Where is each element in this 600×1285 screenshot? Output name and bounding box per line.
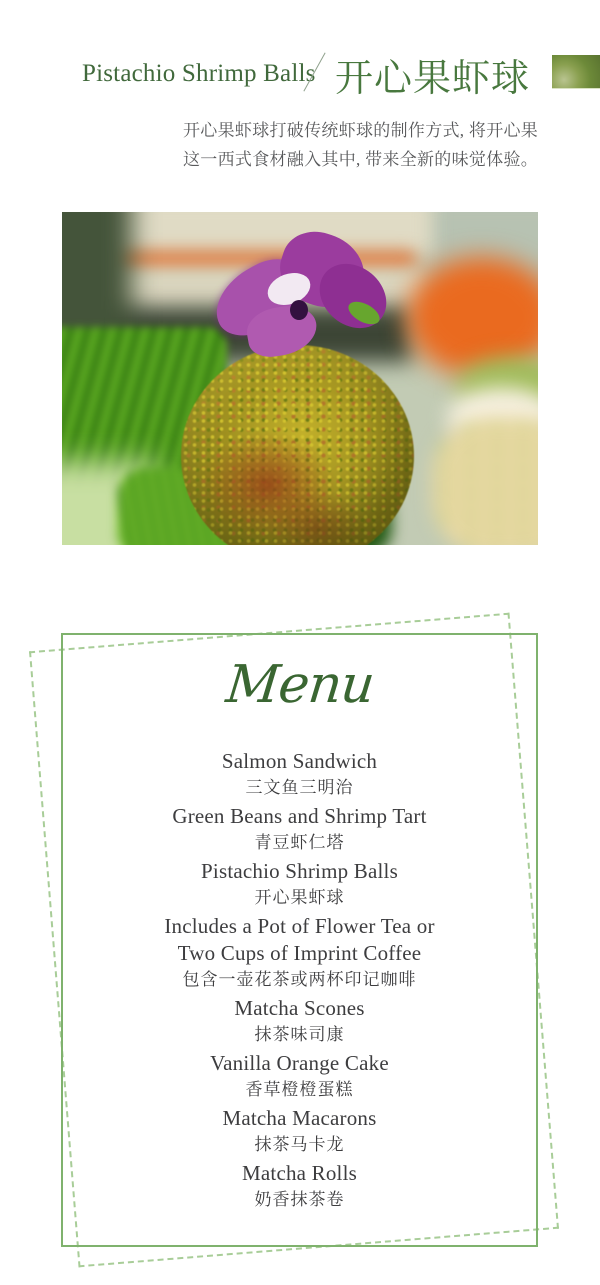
menu-item-salmon-sandwich <box>61 748 538 800</box>
menu-item-name-zh: 三文鱼三明治 <box>245 778 354 797</box>
menu-item-name-en: Vanilla Orange Cake <box>210 1051 389 1075</box>
menu-item-matcha-macarons <box>61 1105 538 1157</box>
photo-pistachio-shrimp-ball <box>181 345 414 545</box>
menu-item-name-en-line2: Two Cups of Imprint Coffee <box>177 941 422 965</box>
intro-paragraph: 开心果虾球打破传统虾球的制作方式, 将开心果这一西式食材融入其中, 带来全新的味觉体验。 <box>183 121 539 169</box>
menu-list <box>61 748 538 1215</box>
photo-tart-blur <box>432 417 538 545</box>
menu-script-title: Menu <box>223 655 377 715</box>
menu-item-matcha-rolls <box>61 1160 538 1212</box>
menu-item-name-en: Salmon Sandwich <box>221 749 378 773</box>
dish-photo[interactable] <box>62 212 538 545</box>
menu-item-name-zh: 抹茶味司康 <box>254 1025 345 1044</box>
title-english: Pistachio Shrimp Balls <box>82 60 316 87</box>
menu-item-matcha-scones <box>61 995 538 1047</box>
menu-item-tea-or-coffee <box>61 913 538 992</box>
menu-item-name-zh: 青豆虾仁塔 <box>254 833 345 852</box>
menu-item-name-zh: 奶香抹茶卷 <box>254 1190 345 1209</box>
menu-item-pistachio-shrimp-balls <box>61 858 538 910</box>
menu-item-vanilla-orange-cake <box>61 1050 538 1102</box>
menu-item-name-en: Green Beans and Shrimp Tart <box>172 804 427 828</box>
menu-item-name-zh: 包含一壶花茶或两杯印记咖啡 <box>182 970 417 989</box>
menu-item-name-en: Includes a Pot of Flower Tea or <box>164 914 435 938</box>
menu-item-name-en: Matcha Macarons <box>222 1106 377 1130</box>
menu-item-name-zh: 抹茶马卡龙 <box>254 1135 345 1154</box>
title-chinese: 开心果虾球 <box>335 58 531 100</box>
menu-item-green-beans-shrimp-tart <box>61 803 538 855</box>
menu-item-name-en: Matcha Scones <box>234 996 365 1020</box>
menu-item-name-en: Pistachio Shrimp Balls <box>201 859 398 883</box>
menu-item-name-zh: 香草橙橙蛋糕 <box>245 1080 354 1099</box>
header-green-thumbnail-image <box>552 55 600 89</box>
menu-item-name-zh: 开心果虾球 <box>254 888 345 907</box>
photo-flower-center-dark <box>290 300 308 320</box>
menu-item-name-en: Matcha Rolls <box>242 1161 357 1185</box>
